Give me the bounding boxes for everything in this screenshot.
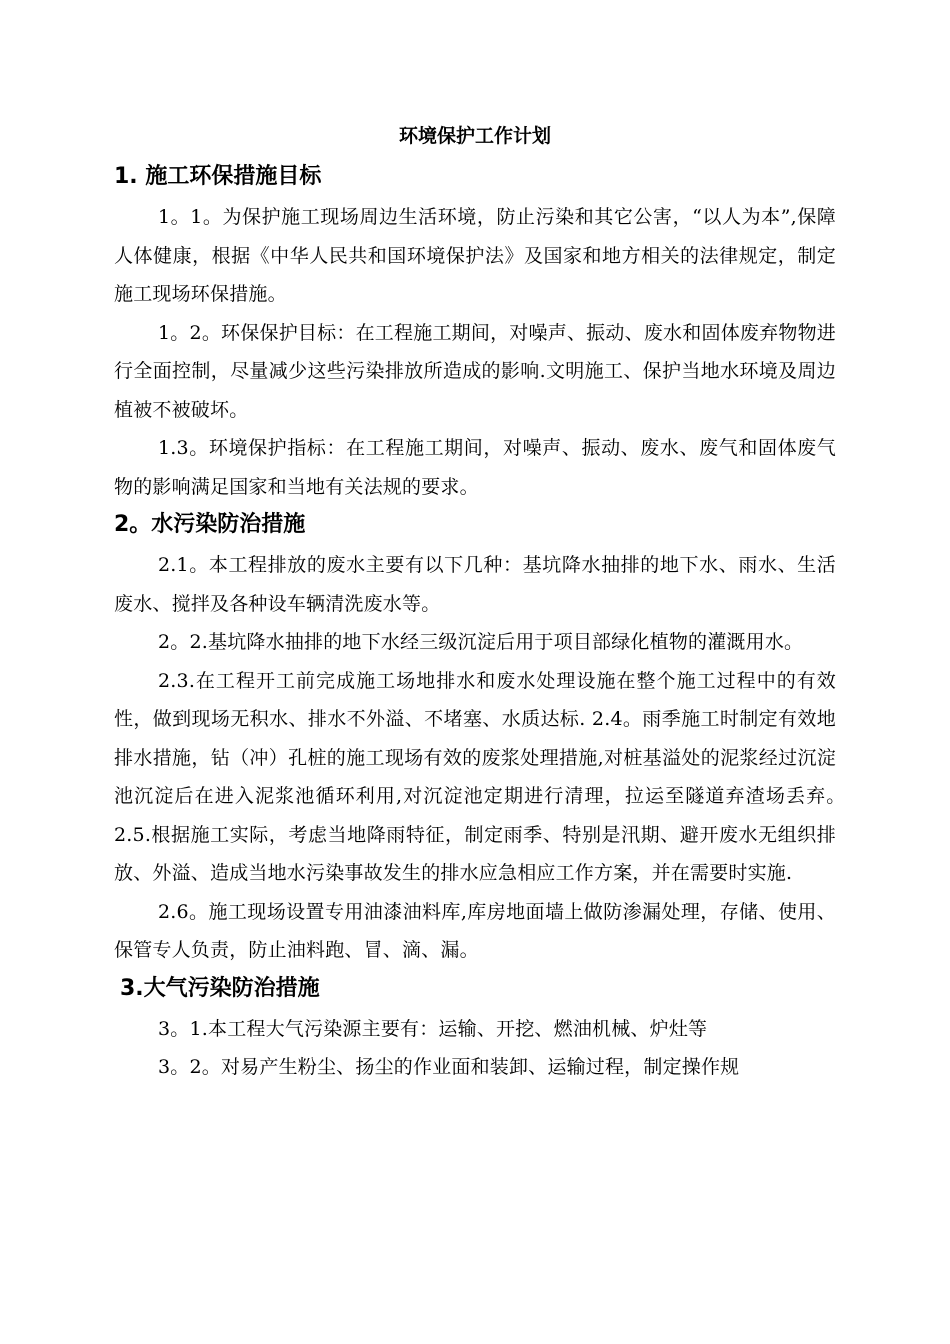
paragraph: 1。1。为保护施工现场周边生活环境，防止污染和其它公害，“以人为本”,保障人体健康，根据《中华人民共和国环境保护法》及国家和地方相关的法律规定，制定施工现场环保措施。: [114, 206, 836, 305]
paragraph: 1。2。环保保护目标：在工程施工期间，对噪声、振动、废水和固体废弃物物进行全面控制，尽量减少这些污染排放所造成的影响.文明施工、保护当地水环境及周边植被不被破坏。: [114, 321, 836, 421]
section-3: [114, 970, 836, 1087]
section-heading: 2。水污染防治措施: [114, 512, 306, 537]
paragraph: 3。1.本工程大气污染源主要有：运输、开挖、燃油机械、炉灶等: [158, 1017, 708, 1040]
document-page: [114, 118, 862, 1087]
paragraph: 2.6。施工现场设置专用油漆油料库,库房地面墙上做防渗漏处理，存储、使用、保管专人负责，防止油料跑、冒、滴、漏。: [114, 900, 836, 961]
paragraph: 2.1。本工程排放的废水主要有以下几种：基坑降水抽排的地下水、雨水、生活废水、搅拌及各种设车辆清洗废水等。: [114, 554, 836, 615]
paragraph: 3。2。对易产生粉尘、扬尘的作业面和装卸、运输过程，制定操作规: [158, 1056, 740, 1078]
section-heading: 1. 施工环保措施目标: [114, 164, 322, 189]
paragraph: 2。2.基坑降水抽排的地下水经三级沉淀后用于项目部绿化植物的灌溉用水。: [158, 631, 804, 653]
section-1: [114, 158, 836, 506]
paragraph: 1.3。环境保护指标：在工程施工期间，对噪声、振动、废水、废气和固体废气物的影响满足国家和当地有关法规的要求。: [114, 437, 836, 498]
document-title: 环境保护工作计划: [398, 125, 551, 147]
section-heading: 3.大气污染防治措施: [120, 975, 320, 1001]
section-2: [114, 506, 862, 970]
paragraph: 2.3.在工程开工前完成施工场地排水和废水处理设施在整个施工过程中的有效性，做到现场无积水、排水不外溢、不堵塞、水质达标. 2.4。雨季施工时制定有效地排水措施，钻（冲）孔桩的施工现场有效的废浆处理措施,对桩基溢处的泥浆经过沉淀池沉淀后在进入泥浆池循环利用,对沉淀池定期进行清理，拉运至隧道弃渣场丢弃。 2.5.根据施工实际，考虑当地降雨特征，制定雨季、特别是汛期、避开废水无组织排放、外溢、造成当地水污染事故发生的排水应急相应工作方案，并在需要时实施.: [114, 669, 862, 884]
